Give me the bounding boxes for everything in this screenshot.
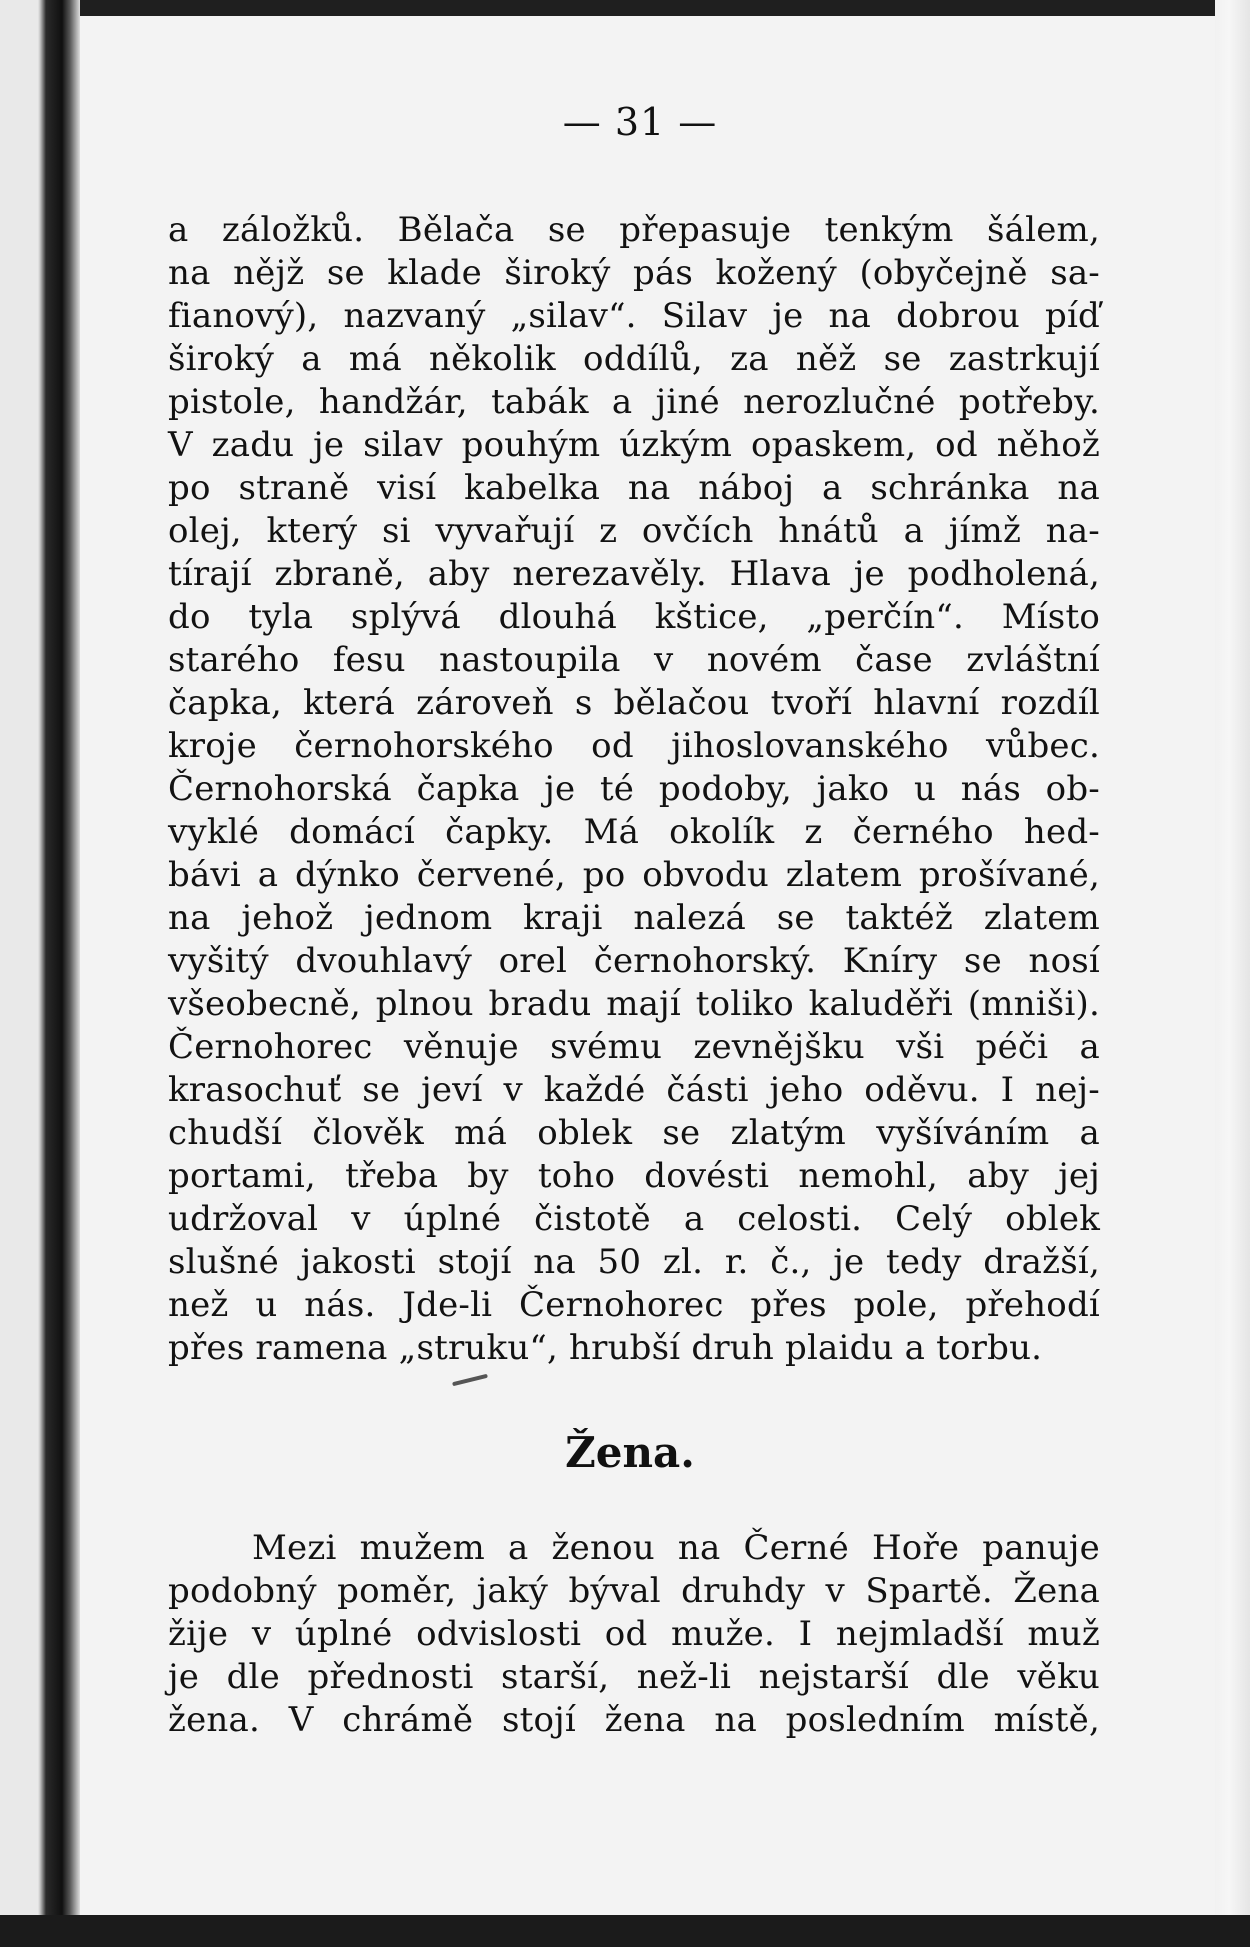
text-line: a záložků. Bělača se přepasuje tenkým šálem, bbox=[168, 210, 1100, 250]
text-line: V zadu je silav pouhým úzkým opaskem, od něhož bbox=[168, 425, 1100, 465]
text-line: žije v úplné odvislosti od muže. I nejmladší muž bbox=[168, 1614, 1100, 1654]
text-line: je dle přednosti starší, než-li nejstarší dle věku bbox=[168, 1657, 1100, 1697]
text-line: vyklé domácí čapky. Má okolík z černého hed- bbox=[168, 812, 1100, 852]
text-line: na nějž se klade široký pás kožený (obyčejně sa- bbox=[168, 253, 1100, 293]
text-line: bávi a dýnko červené, po obvodu zlatem prošívané, bbox=[168, 855, 1100, 895]
text-line: chudší člověk má oblek se zlatým vyšíváním a bbox=[168, 1113, 1100, 1153]
text-line: do tyla splývá dlouhá kštice, „perčín“. Místo bbox=[168, 597, 1100, 637]
text-line: pistole, handžár, tabák a jiné nerozlučné potřeby. bbox=[168, 382, 1100, 422]
text-line: přes ramena „struku“, hrubší druh plaidu a torbu. bbox=[168, 1328, 1043, 1368]
scan-top-border bbox=[0, 0, 1250, 16]
text-line: starého fesu nastoupila v novém čase zvláštní bbox=[168, 640, 1100, 680]
text-line: udržoval v úplné čistotě a celosti. Celý oblek bbox=[168, 1199, 1100, 1239]
scan-right-margin bbox=[1215, 0, 1250, 1947]
text-line: kroje černohorského od jihoslovanského vůbec. bbox=[168, 726, 1100, 766]
text-line: podobný poměr, jaký býval druhdy v Spartě. Žena bbox=[168, 1571, 1100, 1611]
text-line: portami, třeba by toho dovésti nemohl, aby jej bbox=[168, 1156, 1100, 1196]
page-number: — 31 — bbox=[562, 100, 718, 144]
text-line: široký a má několik oddílů, za něž se zastrkují bbox=[168, 339, 1100, 379]
text-line: než u nás. Jde-li Černohorec přes pole, přehodí bbox=[168, 1285, 1100, 1325]
text-line: Černohorec věnuje svému zevnějšku vši péči a bbox=[168, 1027, 1100, 1067]
text-line: slušné jakosti stojí na 50 zl. r. č., je tedy dražší, bbox=[168, 1242, 1100, 1282]
text-line: Mezi mužem a ženou na Černé Hoře panuje bbox=[252, 1528, 1100, 1568]
text-line: fianový), nazvaný „silav“. Silav je na dobrou píď bbox=[168, 296, 1100, 336]
text-line: na jehož jednom kraji nalezá se taktéž zlatem bbox=[168, 898, 1100, 938]
text-line: žena. V chrámě stojí žena na posledním místě, bbox=[168, 1700, 1100, 1740]
text-line: Černohorská čapka je té podoby, jako u nás ob- bbox=[168, 769, 1100, 809]
book-spine-edge bbox=[0, 0, 80, 1947]
text-line: vyšitý dvouhlavý orel černohorský. Kníry se nosí bbox=[168, 941, 1100, 981]
text-line: olej, který si vyvařují z ovčích hnátů a jímž na- bbox=[168, 511, 1100, 551]
section-heading: Žena. bbox=[565, 1428, 695, 1477]
text-line: čapka, která zároveň s bělačou tvoří hlavní rozdíl bbox=[168, 683, 1100, 723]
text-line: krasochuť se jeví v každé části jeho oděvu. I nej- bbox=[168, 1070, 1100, 1110]
text-line: po straně visí kabelka na náboj a schránka na bbox=[168, 468, 1100, 508]
text-line: tírají zbraně, aby nerezavěly. Hlava je podholená, bbox=[168, 554, 1100, 594]
text-line: všeobecně, plnou bradu mají toliko kaluděři (mniši). bbox=[168, 984, 1100, 1024]
scan-bottom-border bbox=[0, 1915, 1250, 1947]
